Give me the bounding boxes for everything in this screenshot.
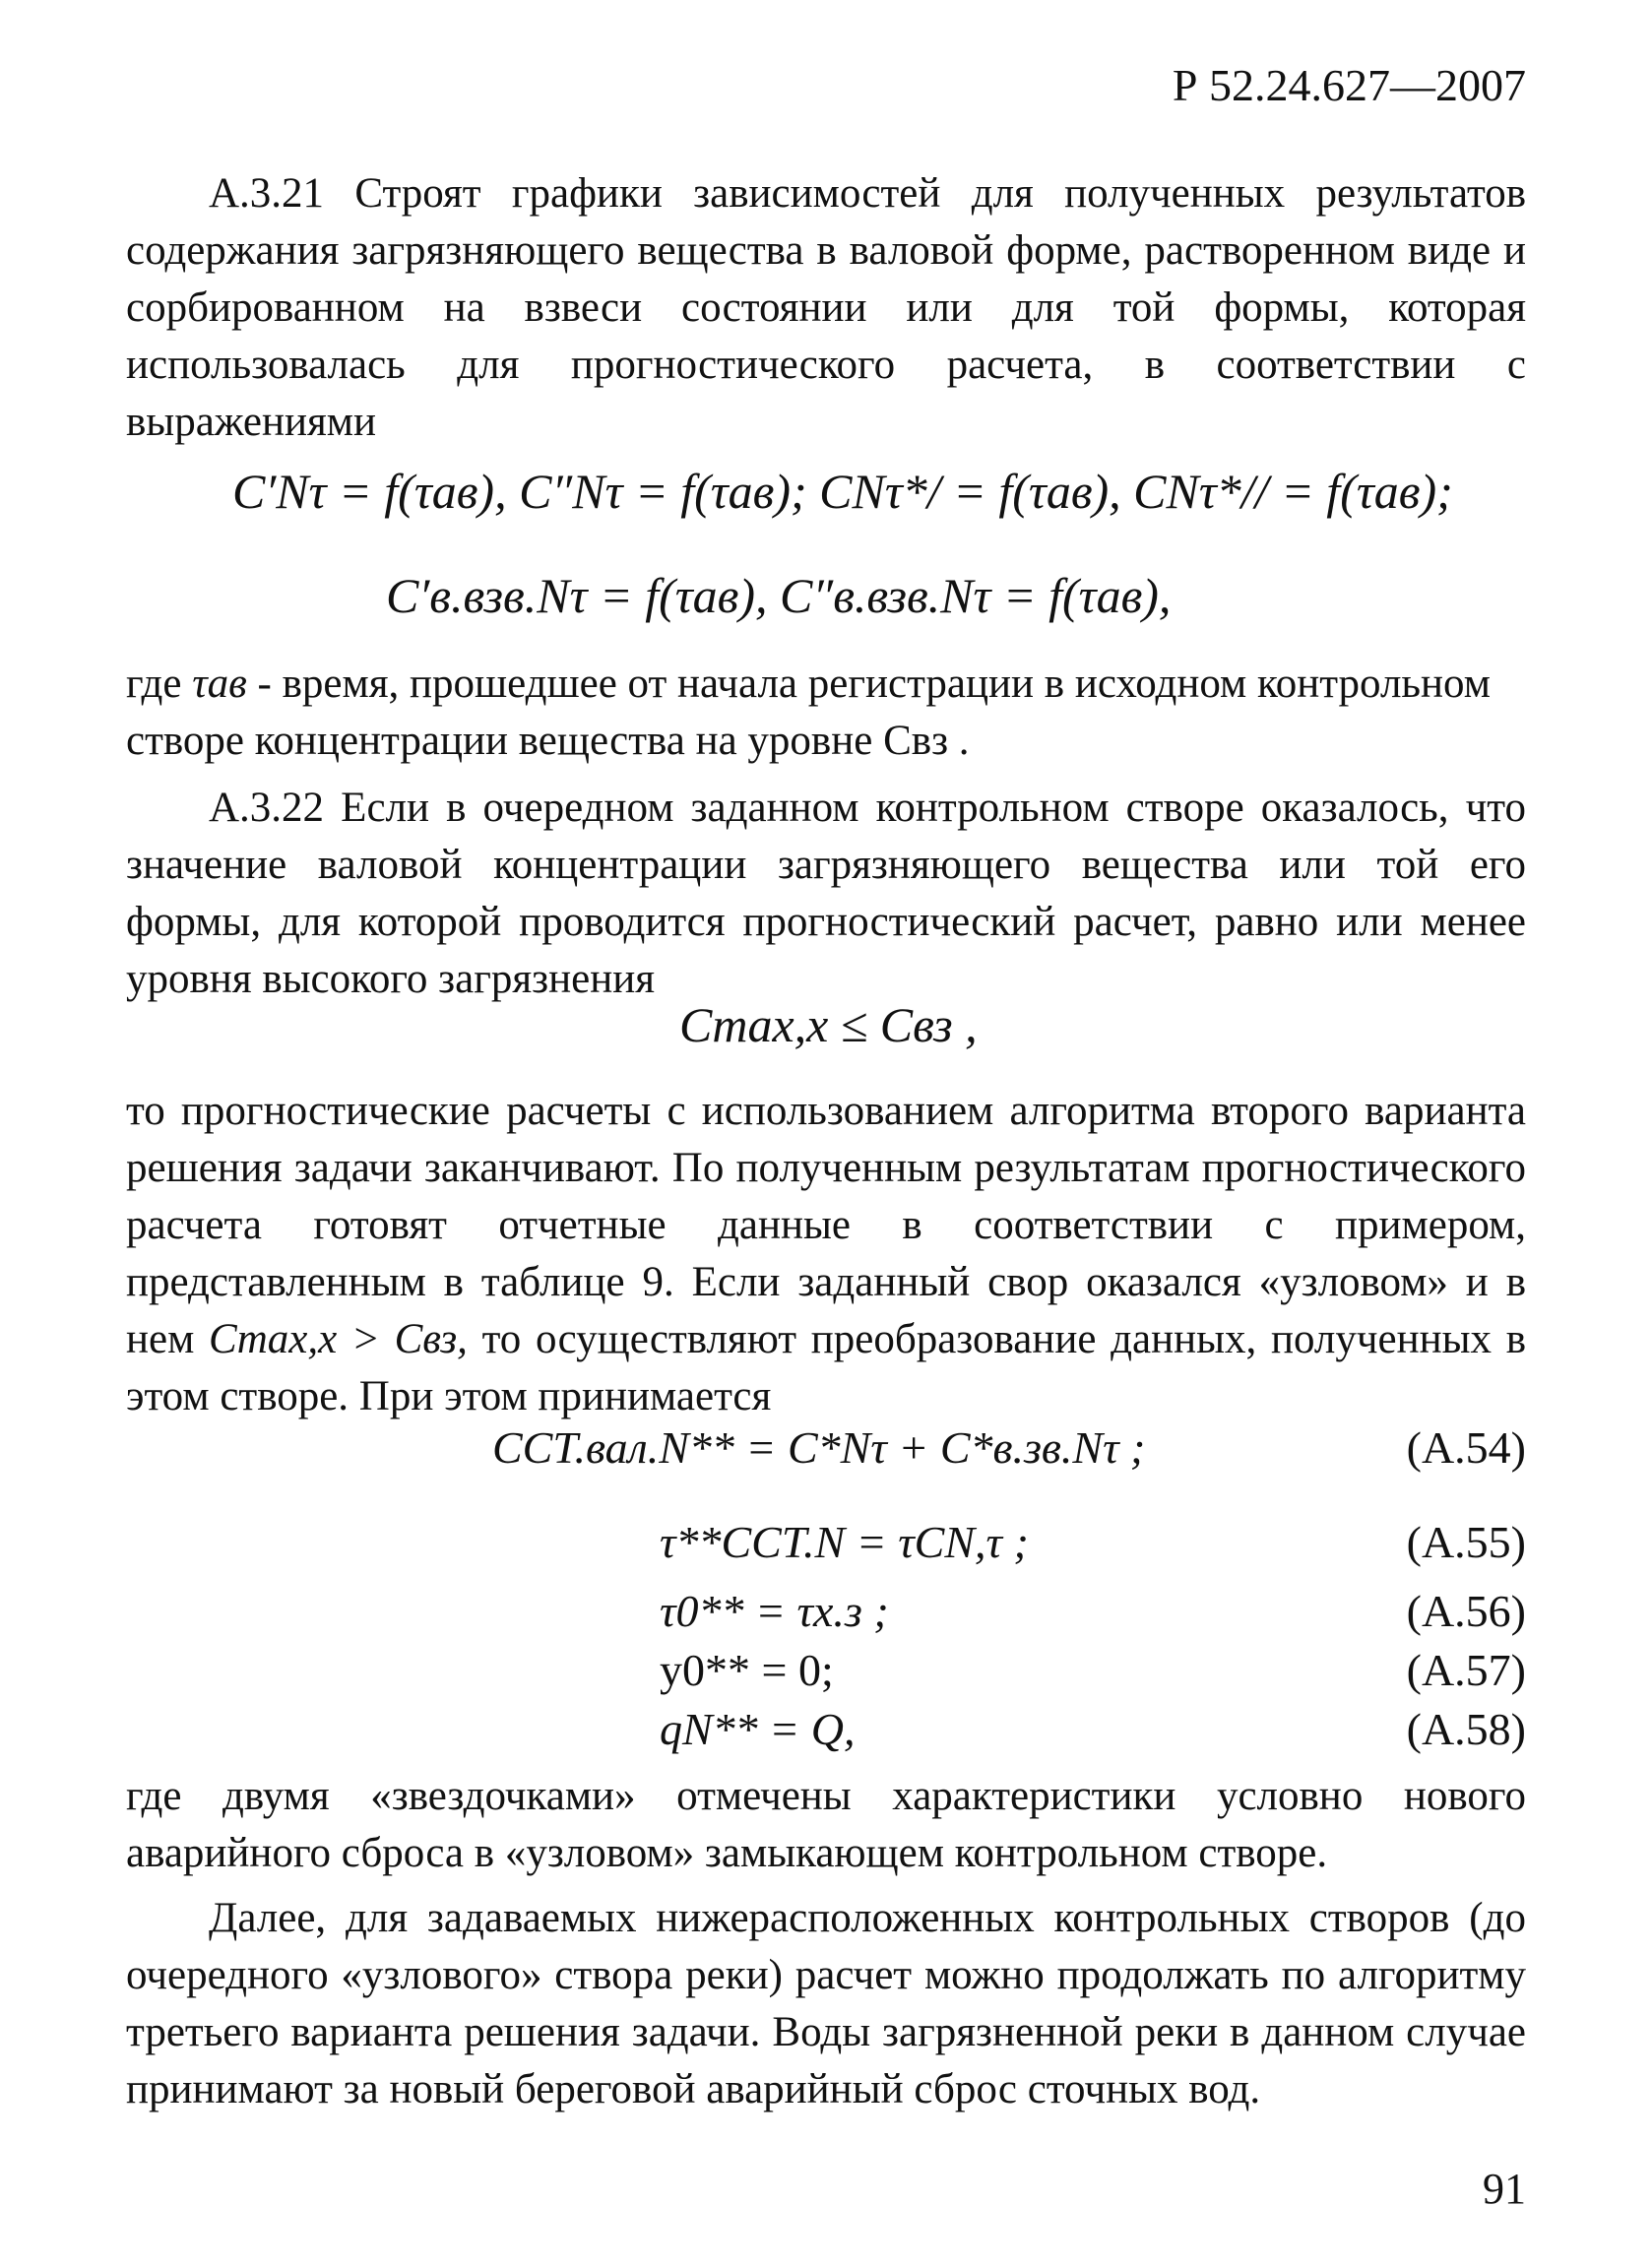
equation-a56 (0, 1585, 1652, 1644)
equation-a55-number: (А.55) (1406, 1517, 1526, 1567)
where-word: где (126, 661, 182, 707)
paragraph-a322-text: А.3.22 Если в очередном заданном контрольном створе оказалось, что значение валовой концентрации загрязняющего вещества или той его формы, для которой проводится прогностический расчет, равно или менее уровня высокого загрязнения (126, 785, 1526, 1002)
formula-line-1: C′Nτ = f(τав), C″Nτ = f(τав); CNτ*/ = f(τав), CNτ*// = f(τав); (232, 464, 1453, 519)
page-number: 91 (1483, 2165, 1526, 2213)
paragraph-further-text: Далее, для задаваемых нижерасположенных контрольных створов (до очередного «узлового» створа реки) расчет можно продолжать по алгоритму третьего варианта решения задачи. Воды загрязненной реки в данном случае принимают за новый береговой аварийный сброс сточных вод. (126, 1895, 1526, 2112)
equation-a55 (0, 1516, 1652, 1575)
tau-symbol: τав (192, 661, 247, 707)
equation-a57-expr: y0** = 0; (660, 1645, 834, 1695)
where-tau-text: - время, прошедшее от начала регистрации в исходном контрольном створе концентрации вещества на уровне Свз . (126, 661, 1491, 764)
paragraph-then-text-b: то осуществляют преобразование данных, полученных в этом створе. При этом принимается (126, 1316, 1527, 1419)
inequality-formula: Cmax,x ≤ Cвз , (679, 997, 978, 1052)
paragraph-a321-text: А.3.21 Строят графики зависимостей для полученных результатов содержания загрязняющего вещества в валовой форме, растворенном виде и сорбированном на взвеси состоянии или для той формы, которая использовалась для прогностического расчета, в соответствии с выражениями (126, 170, 1526, 445)
paragraph-a322 (126, 780, 1526, 1008)
paragraph-further (126, 1890, 1526, 2118)
paragraph-then (126, 1083, 1526, 1425)
equation-a56-number: (А.56) (1406, 1586, 1526, 1636)
paragraph-then-text-a: то прогностические расчеты с использованием алгоритма второго варианта решения задачи заканчивают. По полученным результатам прогностического расчета готовят отчетные данные в соответствии с примером, представленным в таблице 9. Если заданный свор оказался «узловом» и в нем (126, 1088, 1526, 1362)
equation-a58 (0, 1703, 1652, 1762)
equation-a54 (0, 1421, 1652, 1480)
formula-line-2: C′в.взв.Nτ = f(τав), C″в.взв.Nτ = f(τав), (386, 568, 1172, 623)
document-number: Р 52.24.627—2007 (1172, 60, 1526, 110)
equation-a58-number: (А.58) (1406, 1704, 1526, 1754)
equation-a54-number: (А.54) (1406, 1422, 1526, 1473)
paragraph-a321 (126, 165, 1526, 451)
paragraph-stars (126, 1768, 1526, 1882)
equation-a55-expr: τ**CCT.N = τCN,τ ; (660, 1517, 1029, 1567)
equation-a54-expr: CCT.вал.N** = C*Nτ + C*в.зв.Nτ ; (492, 1422, 1146, 1473)
equation-a57 (0, 1644, 1652, 1703)
equation-a57-number: (А.57) (1406, 1645, 1526, 1695)
equation-a58-expr: qN** = Q, (660, 1704, 856, 1754)
inline-math: Cmax,x > Cвз, (209, 1316, 468, 1362)
paragraph-stars-text: где двумя «звездочками» отмечены характеристики условно нового аварийного сброса в «узловом» замыкающем контрольном створе. (126, 1773, 1526, 1876)
equation-a56-expr: τ0** = τх.з ; (660, 1586, 889, 1636)
where-tau-definition (126, 656, 1526, 770)
